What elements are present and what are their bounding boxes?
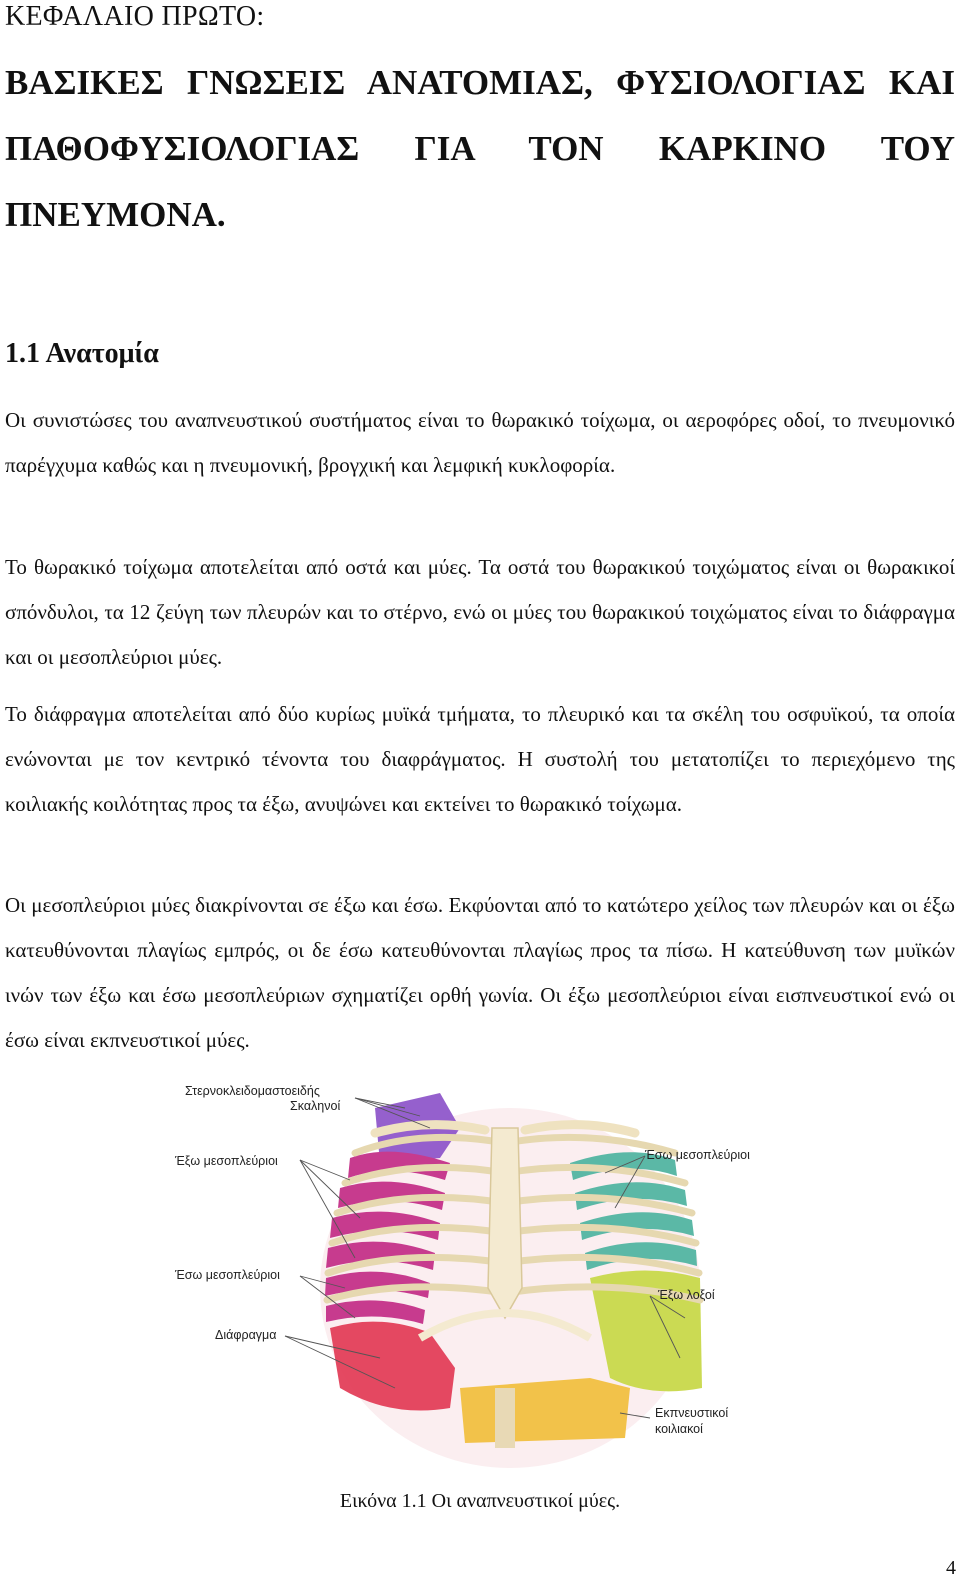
sternum [488,1128,522,1318]
label-ext-oblique: Έξω λοξοί [658,1288,715,1302]
paragraph-4: Οι μεσοπλεύριοι μύες διακρίνονται σε έξω και έσω. Εκφύονται από το κατώτερο χείλος των πλευρών και οι έξω κατευθύνονται πλαγίως εμπρός, οι δε έσω κατευθύνονται πλαγίως προς τα πίσω. Η κατεύθυνση των μυϊκών ινών των έξω και έσω μεσοπλεύριων σχηματίζει ορθή γωνία. Οι έξω μεσοπλεύριοι είναι εισπνευστικοί ενώ οι έσω είναι εκπνευστικοί μύες. [5,893,955,1052]
chapter-label: ΚΕΦΑΛΑΙΟ ΠΡΩΤΟ: [5,1,265,32]
paragraph-3: Το διάφραγμα αποτελείται από δύο κυρίως μυϊκά τμήματα, το πλευρικό και τα σκέλη του οσφυϊκού, τα οποία ενώνονται με τον κεντρικό τένοντα του διαφράγματος. Η συστολή του μετατοπίζει το περιεχόμενο της κοιλιακής κοιλότητας προς τα έξω, ανυψώνει και εκτείνει το θωρακικό τοίχωμα. [5,702,955,816]
chapter-title: ΒΑΣΙΚΕΣ ΓΝΩΣΕΙΣ ΑΝΑΤΟΜΙΑΣ, ΦΥΣΙΟΛΟΓΙΑΣ ΚΑΙ ΠΑΘΟΦΥΣΙΟΛΟΓΙΑΣ ΓΙΑ ΤΟΝ ΚΑΡΚΙΝΟ ΤΟΥ ΠΝΕΥΜΟΝΑ. [5,63,955,234]
figure-caption: Εικόνα 1.1 Οι αναπνευστικοί μύες. [339,1490,621,1512]
abdominal-muscles [460,1378,630,1443]
label-diaphragm: Διάφραγμα [215,1328,277,1342]
label-int-intercostal-right: Έσω μεσοπλεύριοι [645,1148,750,1162]
label-expiratory-2: κοιλιακοί [655,1422,703,1436]
section-heading: 1.1 Ανατομία [5,338,159,369]
spine [495,1388,515,1448]
respiratory-muscles-figure [175,1084,800,1468]
page-number: 4 [946,1557,956,1579]
paragraph-1: Οι συνιστώσες του αναπνευστικού συστήματος είναι το θωρακικό τοίχωμα, οι αεροφόρες οδοί, το πνευμονικό παρέγχυμα καθώς και η πνευμονική, βρογχική και λεμφική κυκλοφορία. [5,408,955,477]
label-int-intercostal-left: Έσω μεσοπλεύριοι [175,1268,280,1282]
paragraph-2: Το θωρακικό τοίχωμα αποτελείται από οστά και μύες. Τα οστά του θωρακικού τοιχώματος είναι οι θωρακικοί σπόνδυλοι, τα 12 ζεύγη των πλευρών και το στέρνο, ενώ οι μύες του θωρακικού τοιχώματος είναι το διάφραγμα και οι μεσοπλεύριοι μύες. [5,555,955,669]
label-expiratory-1: Εκπνευστικοί [655,1406,729,1420]
label-scm: Στερνοκλειδομαστοειδής [185,1084,320,1098]
label-scalene: Σκαληνοί [290,1099,341,1113]
label-ext-intercostal: Έξω μεσοπλεύριοι [175,1154,278,1168]
